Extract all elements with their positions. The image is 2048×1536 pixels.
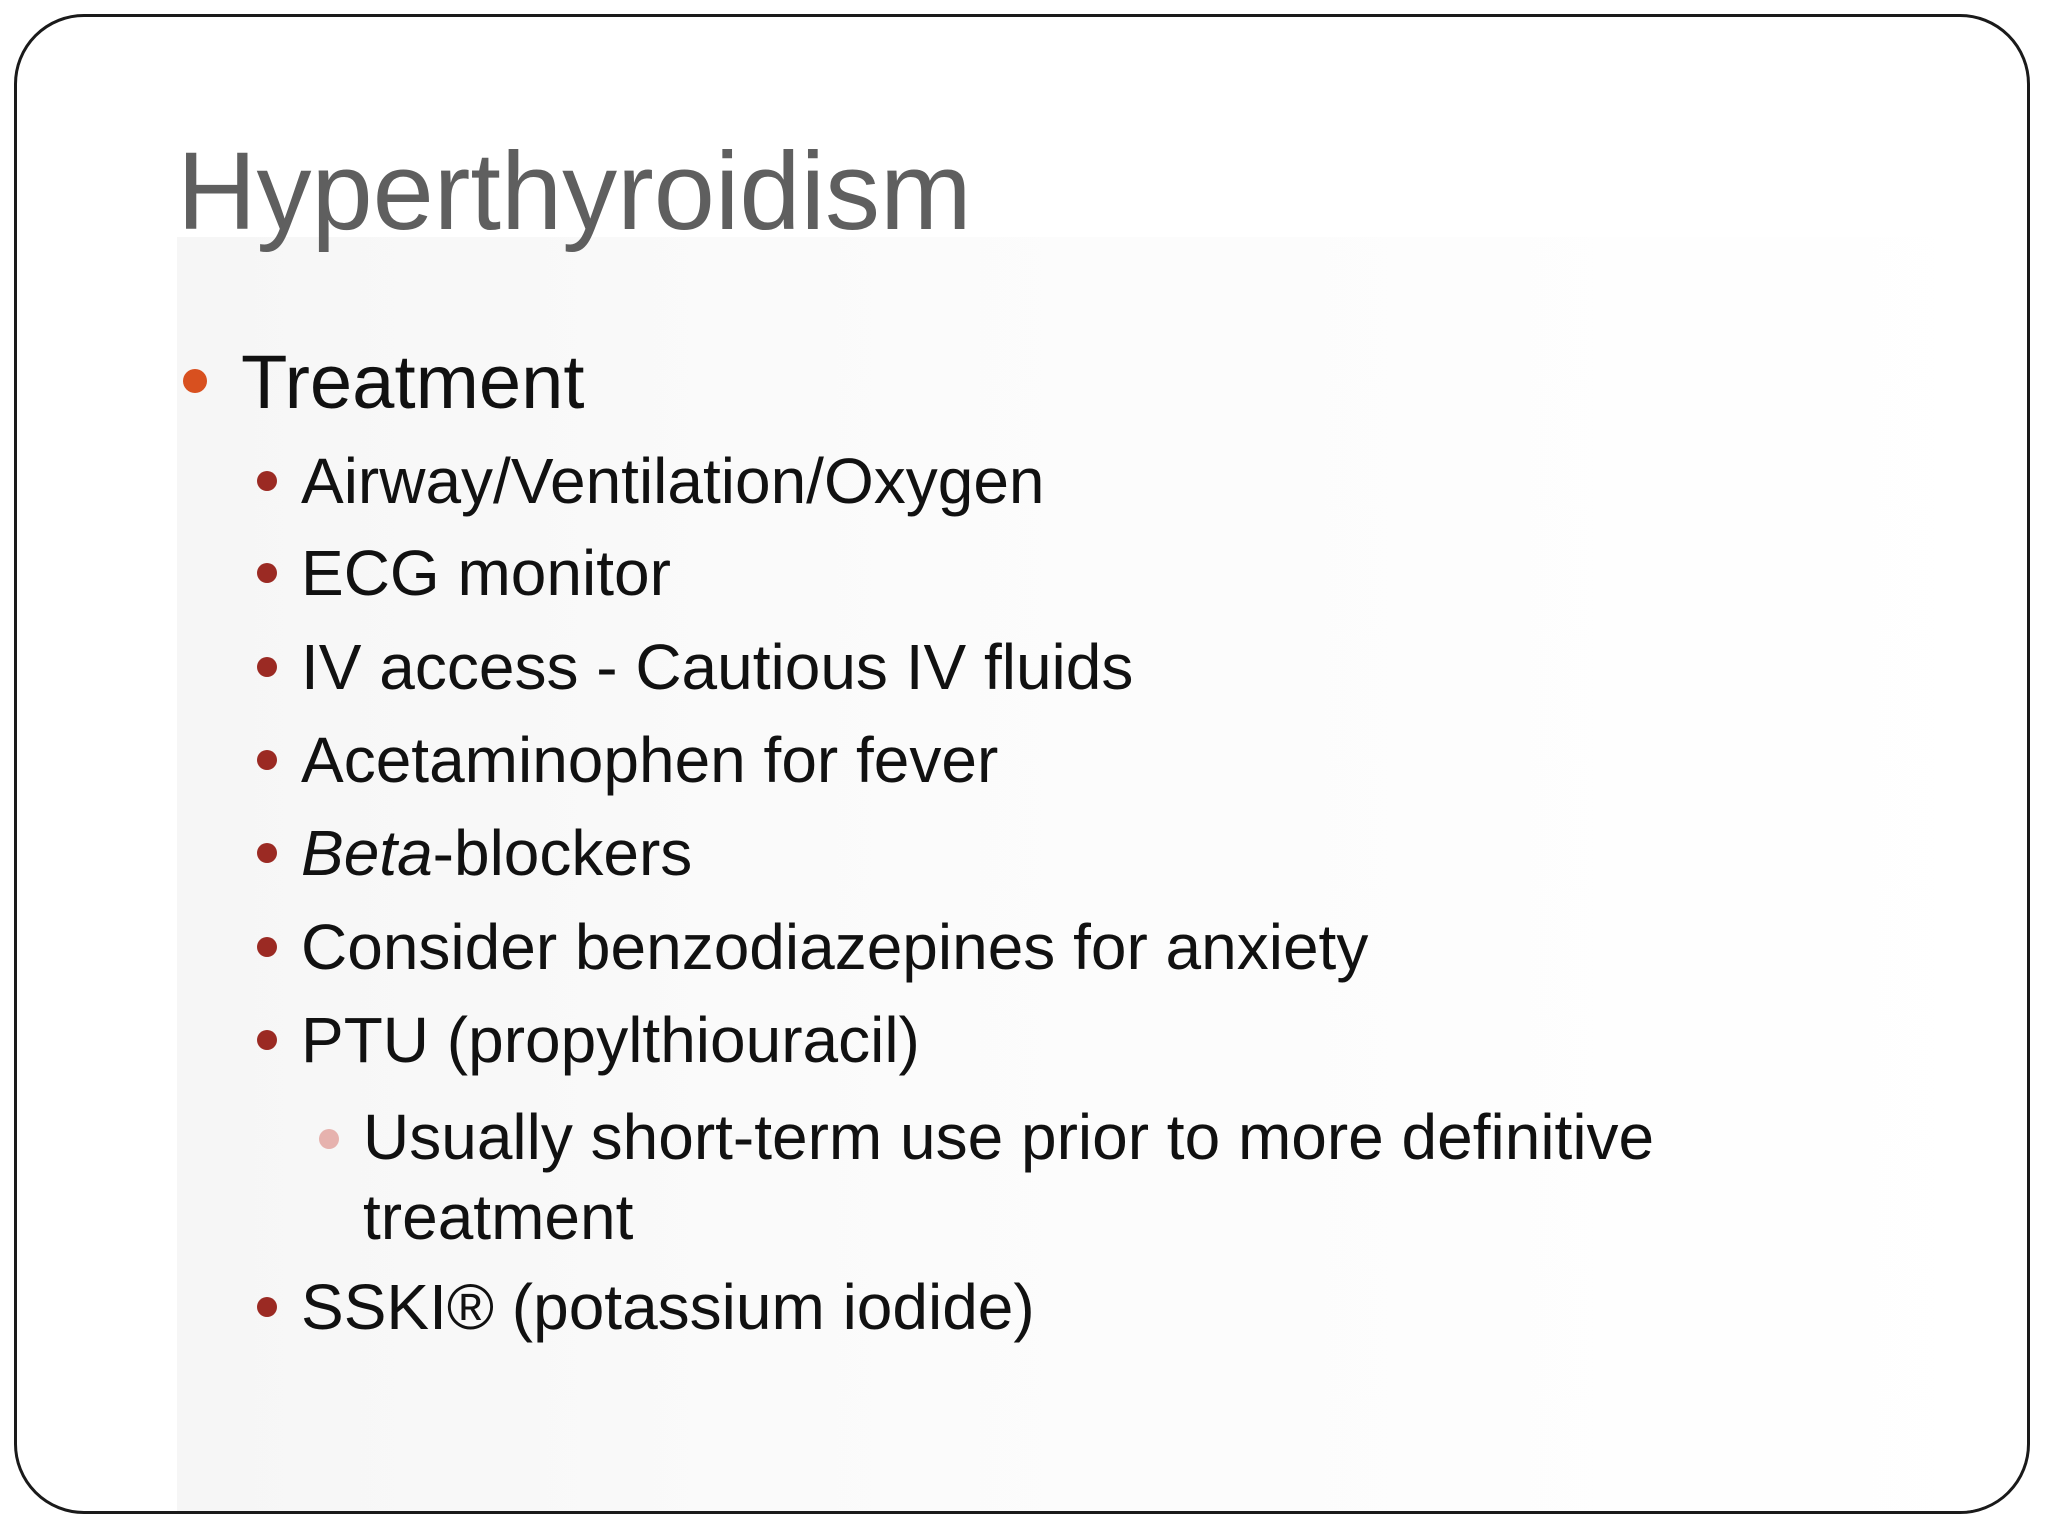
slide-title: Hyperthyroidism bbox=[177, 130, 972, 253]
sub-bullet-usually-line1: Usually short-term use prior to more definitive bbox=[363, 1101, 1655, 1173]
bullet-iv-access: IV access - Cautious IV fluids bbox=[301, 631, 1134, 703]
bullet-list bbox=[17, 17, 2027, 1511]
level2-bullet-dot bbox=[257, 471, 277, 491]
beta-rest: -blockers bbox=[432, 817, 693, 889]
level2-bullet-dot bbox=[257, 1297, 277, 1317]
bullet-beta-blockers bbox=[301, 817, 693, 889]
bullet-sski: SSKI® (potassium iodide) bbox=[301, 1271, 1035, 1343]
level2-bullet-dot bbox=[257, 1030, 277, 1050]
slide-frame bbox=[14, 14, 2030, 1514]
bullet-treatment: Treatment bbox=[241, 340, 585, 425]
bullet-benzodiazepines: Consider benzodiazepines for anxiety bbox=[301, 911, 1369, 983]
level2-bullet-dot bbox=[257, 750, 277, 770]
level1-bullet-dot bbox=[183, 369, 207, 393]
level2-bullet-dot bbox=[257, 843, 277, 863]
sub-bullet-usually-line2: treatment bbox=[363, 1181, 634, 1253]
beta-italic: Beta bbox=[301, 817, 433, 889]
level2-bullet-dot bbox=[257, 937, 277, 957]
level2-bullet-dot bbox=[257, 657, 277, 677]
bullet-ptu: PTU (propylthiouracil) bbox=[301, 1004, 920, 1076]
bullet-ecg: ECG monitor bbox=[301, 537, 671, 609]
bullet-airway: Airway/Ventilation/Oxygen bbox=[301, 445, 1045, 517]
level2-bullet-dot bbox=[257, 563, 277, 583]
level3-bullet-dot bbox=[319, 1129, 339, 1149]
bullet-acetaminophen: Acetaminophen for fever bbox=[301, 724, 999, 796]
